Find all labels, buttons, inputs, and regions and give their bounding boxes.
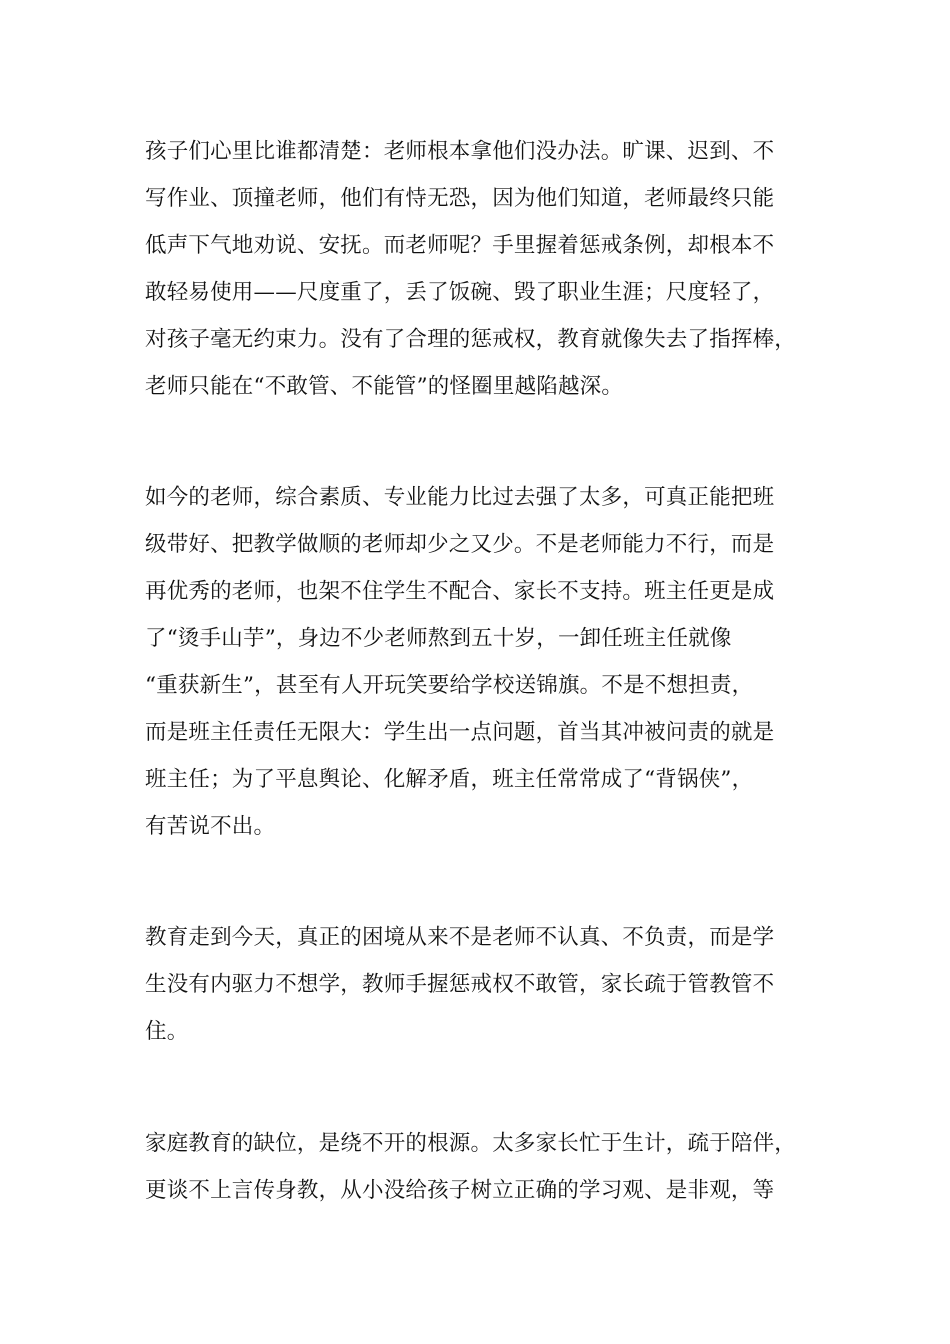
paragraph-line: 写作业、顶撞老师，他们有恃无恐，因为他们知道，老师最终只能 xyxy=(145,186,775,211)
paragraph-line: “重获新生”，甚至有人开玩笑要给学校送锦旗。不是不想担责， xyxy=(145,673,754,698)
paragraph-line: 孩子们心里比谁都清楚：老师根本拿他们没办法。旷课、迟到、不 xyxy=(145,139,775,164)
paragraph-line: 低声下气地劝说、安抚。而老师呢？手里握着惩戒条例，却根本不 xyxy=(145,233,775,258)
paragraph-line: 更谈不上言传身教，从小没给孩子树立正确的学习观、是非观，等 xyxy=(145,1178,775,1203)
paragraph-line: 对孩子毫无约束力。没有了合理的惩戒权，教育就像失去了指挥棒， xyxy=(145,327,797,352)
paragraph-line: 了“烫手山芋”，身边不少老师熬到五十岁，一卸任班主任就像 xyxy=(145,626,732,651)
paragraph-line: 级带好、把教学做顺的老师却少之又少。不是老师能力不行，而是 xyxy=(145,532,775,557)
paragraph-line: 敢轻易使用——尺度重了，丢了饭碗、毁了职业生涯；尺度轻了， xyxy=(145,280,775,305)
paragraph-line: 班主任；为了平息舆论、化解矛盾，班主任常常成了“背锅侠”， xyxy=(145,767,754,792)
paragraph-line: 再优秀的老师，也架不住学生不配合、家长不支持。班主任更是成 xyxy=(145,579,775,604)
paragraph-line: 住。 xyxy=(145,1019,189,1044)
paragraph-line: 有苦说不出。 xyxy=(145,814,276,839)
paragraph-line: 教育走到今天，真正的困境从来不是老师不认真、不负责，而是学 xyxy=(145,925,775,950)
paragraph-line: 生没有内驱力不想学，教师手握惩戒权不敢管，家长疏于管教管不 xyxy=(145,972,775,997)
paragraph-line: 老师只能在“不敢管、不能管”的怪圈里越陷越深。 xyxy=(145,374,624,399)
paragraph-line: 家庭教育的缺位，是绕不开的根源。太多家长忙于生计，疏于陪伴， xyxy=(145,1131,797,1156)
paragraph-line: 而是班主任责任无限大：学生出一点问题，首当其冲被问责的就是 xyxy=(145,720,775,745)
paragraph-line: 如今的老师，综合素质、专业能力比过去强了太多，可真正能把班 xyxy=(145,485,775,510)
